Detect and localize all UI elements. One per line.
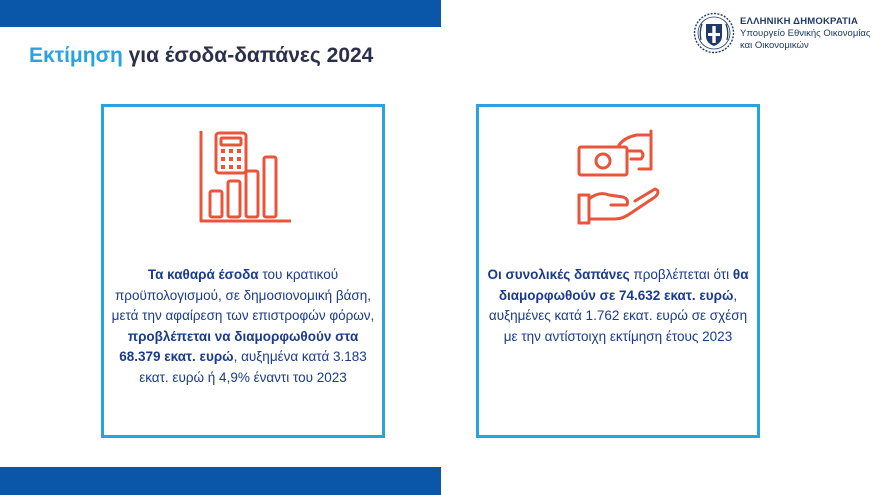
page-title-accent: Εκτίμηση [29,44,123,67]
revenue-text-body: του κρατικού προϋπολογισμού, σε δημοσιονομική βάση, μετά την αφαίρεση των επιστροφών φόρων, [111,267,375,323]
page-title-rest: για έσοδα-δαπάνες 2024 [122,44,374,67]
logo-line-country: ΕΛΛΗΝΙΚΗ ΔΗΜΟΚΡΑΤΙΑ [740,16,859,27]
greek-coat-of-arms-icon [693,12,735,54]
money-hand-icon [575,129,669,225]
revenue-text-highlight: προβλέπεται να διαμορφωθούν στα 68.379 εκατ. ευρώ [119,328,359,364]
expenses-text-tail: , αυξημένες κατά 1.762 εκατ. ευρώ σε σχέση με την αντίστοιχη εκτίμηση έτους 2023 [488,287,748,344]
expenses-text-lead: Οι συνολικές δαπάνες [487,267,630,282]
top-banner-bar [0,0,441,27]
revenue-text [110,265,376,388]
ministry-logo [693,12,873,58]
revenue-text-lead: Τα καθαρά έσοδα [147,267,259,282]
page-title [29,44,373,68]
revenue-card [101,104,385,438]
calculator-bar-chart-icon [196,129,292,225]
expenses-text [485,265,751,347]
expenses-text-body: προβλέπεται ότι [629,267,733,282]
logo-line-ministry-cont: και Οικονομικών [740,39,809,51]
expenses-card [476,104,760,438]
logo-line-ministry: Υπουργείο Εθνικής Οικονομίας [740,28,871,39]
expenses-text-highlight: θα διαμορφωθούν σε 74.632 εκατ. ευρώ [498,267,749,303]
bottom-banner-bar [0,467,441,495]
revenue-text-tail: , αυξημένα κατά 3.183 εκατ. ευρώ ή 4,9% έναντι του 2023 [139,349,367,385]
